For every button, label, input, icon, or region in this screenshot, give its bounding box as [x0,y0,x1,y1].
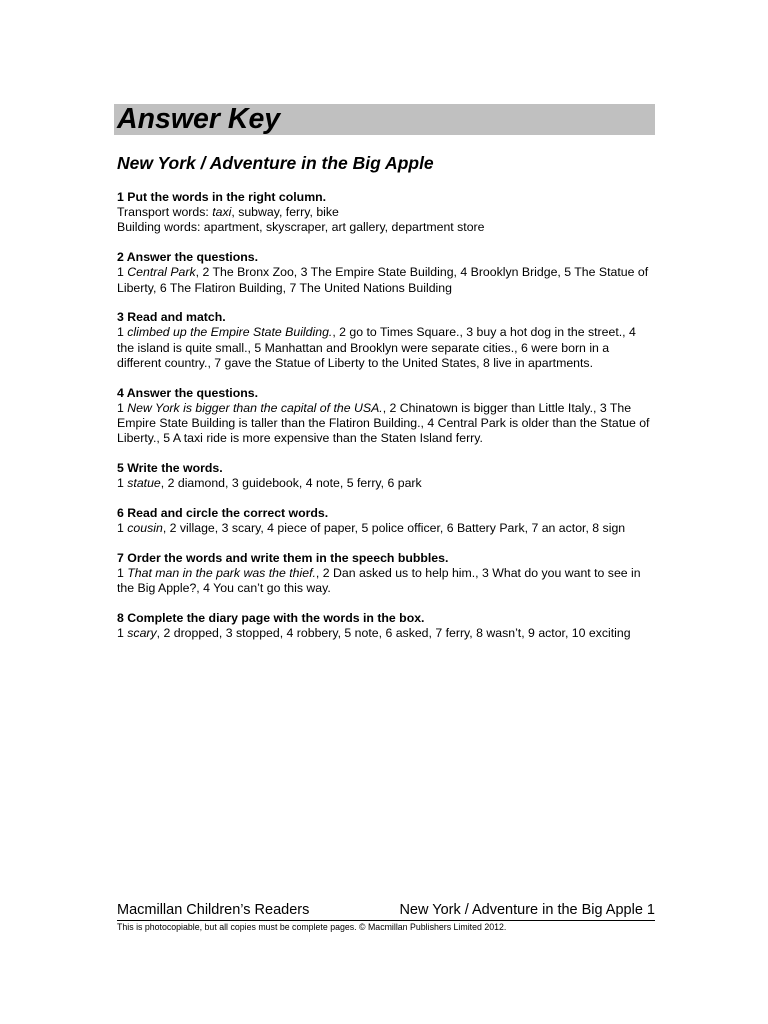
section-8 [117,611,655,641]
answer-prefix: 1 [117,625,128,640]
answer-line [117,401,655,447]
example-answer: Central Park [127,265,196,280]
answer-prefix: 1 [117,400,128,415]
example-answer: climbed up the Empire State Building. [127,325,333,340]
answer-text: , 2 go to Times Square., 3 buy a hot dog in the street., 4 the island is quite small., 5 Manhattan and Brooklyn were separate cities., 6 were born in a different country., 7 gave the Statue of Liberty to the United States, 8 live in apartments. [117,325,636,370]
answer-line [117,626,655,641]
footer-row [117,902,655,919]
answer-text: , subway, ferry, bike [231,205,339,220]
page-subtitle: New York / Adventure in the Big Apple [117,153,434,173]
answer-line [117,476,655,491]
example-answer: That man in the park was the thief. [127,565,316,580]
answer-line [117,566,655,596]
answer-text: , 2 dropped, 3 stopped, 4 robbery, 5 note, 6 asked, 7 ferry, 8 wasn’t, 9 actor, 10 exciting [156,625,631,640]
section-2 [117,250,655,296]
page-footer [117,902,655,932]
footer-book-title: New York / Adventure in the Big Apple 1 [399,902,655,918]
footer-divider [117,920,655,921]
example-answer: cousin [127,520,163,535]
answer-content [117,190,655,656]
section-heading: 3 Read and match. [117,310,226,325]
answer-line [117,220,655,235]
section-6 [117,506,655,536]
answer-prefix: 1 [117,476,128,491]
example-answer: New York is bigger than the capital of the USA. [127,400,383,415]
section-heading: 7 Order the words and write them in the speech bubbles. [117,550,449,565]
section-heading: 2 Answer the questions. [117,250,258,265]
answer-prefix: 1 [117,265,128,280]
footer-series: Macmillan Children’s Readers [117,902,310,918]
section-5 [117,461,655,491]
section-heading: 5 Write the words. [117,460,223,475]
answer-text: , 2 diamond, 3 guidebook, 4 note, 5 ferry, 6 park [160,476,422,491]
answer-text: , 2 village, 3 scary, 4 piece of paper, 5 police officer, 6 Battery Park, 7 an actor, 8 sign [162,520,626,535]
answer-line [117,521,655,536]
answer-prefix: Building words: apartment, skyscraper, art gallery, department store [117,220,485,235]
section-heading: 4 Answer the questions. [117,385,258,400]
answer-line [117,205,655,220]
section-4 [117,386,655,447]
copyright-notice: This is photocopiable, but all copies must be complete pages. © Macmillan Publishers Limited 2012. [117,922,507,932]
example-answer: statue [127,476,161,491]
section-3 [117,310,655,371]
answer-line [117,325,655,371]
answer-prefix: 1 [117,325,128,340]
answer-prefix: 1 [117,565,128,580]
answer-prefix: 1 [117,520,128,535]
section-heading: 6 Read and circle the correct words. [117,505,329,520]
example-answer: taxi [212,205,232,220]
section-7 [117,551,655,597]
answer-prefix: Transport words: [117,205,213,220]
title-bar [114,104,655,135]
answer-text: , 2 The Bronx Zoo, 3 The Empire State Building, 4 Brooklyn Bridge, 5 The Statue of Liberty, 6 The Flatiron Building, 7 The United Nations Building [117,265,649,295]
answer-line [117,265,655,295]
section-heading: 8 Complete the diary page with the words in the box. [117,610,425,625]
section-heading: 1 Put the words in the right column. [117,190,327,204]
answer-text: , 2 Chinatown is bigger than Little Italy., 3 The Empire State Building is taller than the Flatiron Building., 4 Central Park is older than the Statue of Liberty., 5 A taxi ride is more expensive than the Staten Island ferry. [117,400,650,446]
page-title: Answer Key [117,103,281,135]
section-1 [117,190,655,236]
example-answer: scary [127,625,157,640]
answer-text: , 2 Dan asked us to help him., 3 What do you want to see in the Big Apple?, 4 You can’t go this way. [117,565,641,596]
